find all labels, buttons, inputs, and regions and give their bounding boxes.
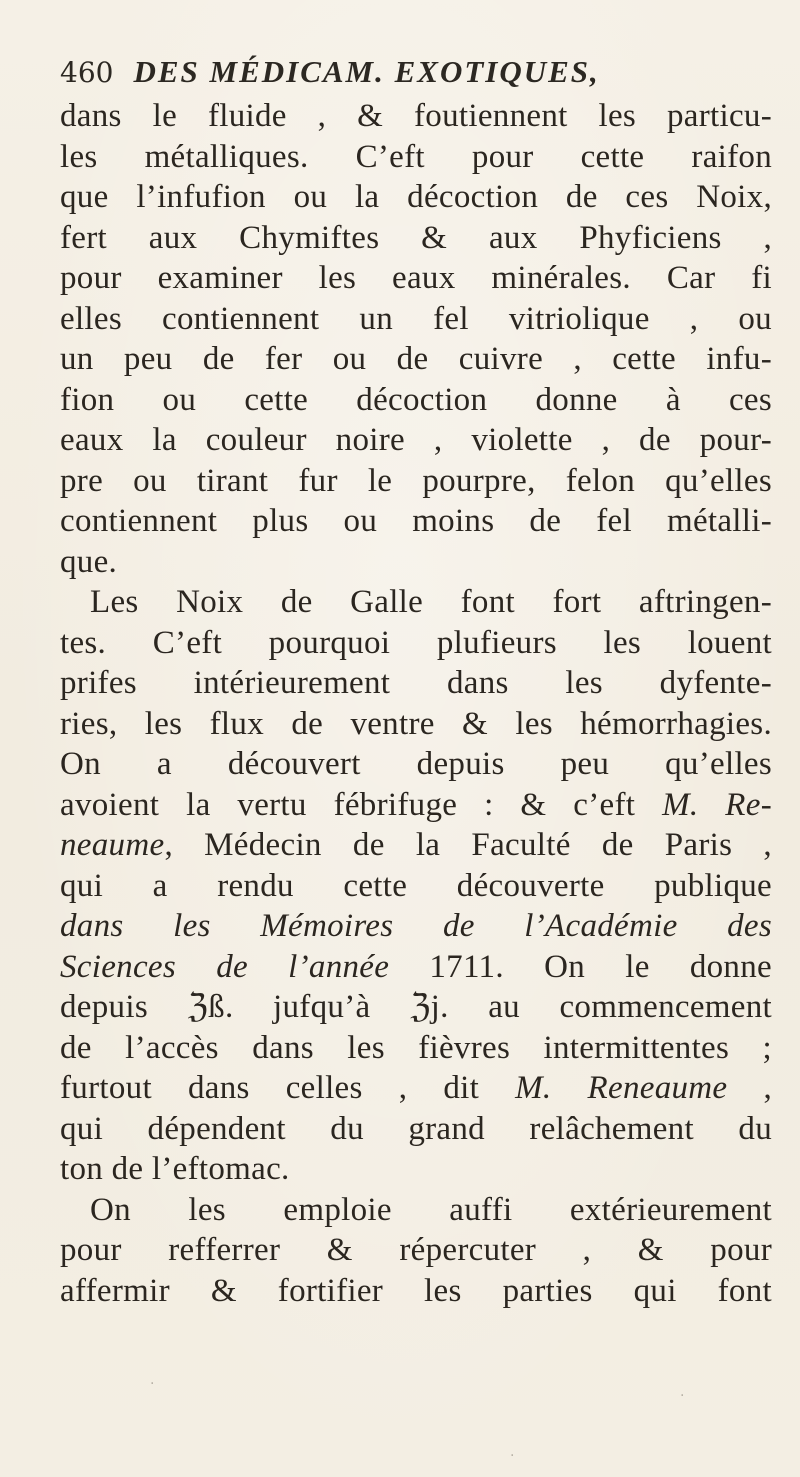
running-head: DES MÉDICAM. EXOTIQUES,	[133, 54, 600, 89]
text-line	[60, 501, 772, 542]
page-bottom-margin	[0, 1370, 800, 1470]
text-segment: de l’accès dans les fièvres intermittentes ;	[60, 1029, 772, 1066]
text-line	[60, 137, 772, 178]
text-line	[60, 825, 772, 866]
text-segment: pour refferrer & répercuter , & pour	[60, 1232, 772, 1268]
text-line	[60, 177, 772, 218]
text-line	[60, 947, 772, 988]
text-line	[60, 744, 772, 785]
body-text	[60, 96, 772, 1311]
text-line	[60, 258, 772, 299]
text-line	[60, 1271, 772, 1312]
text-line	[60, 461, 772, 502]
text-line	[60, 1028, 772, 1069]
italic-text: neaume	[60, 827, 165, 863]
page-number: 460	[60, 56, 114, 89]
text-line	[60, 1109, 772, 1150]
text-segment: fert aux Chymiftes & aux Phyficiens ,	[60, 219, 772, 256]
text-segment: furtout dans celles , dit	[60, 1070, 516, 1106]
text-line	[60, 1190, 772, 1231]
ink-speck: ·	[510, 1448, 515, 1464]
text-segment: On les emploie auffi extérieurement	[90, 1191, 772, 1228]
text-line	[60, 663, 772, 704]
text-line	[60, 420, 772, 461]
text-line	[60, 987, 772, 1028]
text-line	[60, 1068, 772, 1109]
text-segment: ,	[727, 1070, 772, 1106]
text-segment: depuis ℨß. jufqu’à ℨj. au commencement	[60, 989, 772, 1025]
text-line	[60, 339, 772, 380]
text-line	[60, 1230, 772, 1271]
text-segment: qui dépendent du grand relâchement du	[60, 1110, 772, 1147]
ink-speck: ·	[680, 1388, 685, 1404]
text-line	[60, 704, 772, 745]
text-line	[60, 785, 772, 826]
text-segment: que.	[60, 543, 118, 580]
text-segment: affermir & fortifier les parties qui font	[60, 1272, 772, 1309]
text-segment: les métalliques. C’eft pour cette raifon	[60, 138, 772, 175]
text-segment: dans le fluide , & foutiennent les particu-	[60, 98, 772, 134]
italic-text: Sciences de l’année	[60, 948, 390, 985]
text-segment: tes. C’eft pourquoi plufieurs les louent	[60, 624, 772, 661]
text-line	[60, 380, 772, 421]
italic-text: dans les Mémoires de l’Académie des	[60, 908, 772, 944]
text-segment: ton de l’eftomac.	[60, 1151, 290, 1187]
text-segment: avoient la vertu fébrifuge : & c’eft	[60, 786, 663, 823]
text-segment: Les Noix de Galle font fort aftringen-	[90, 584, 772, 620]
text-segment: pre ou tirant fur le pourpre, felon qu’elles	[60, 462, 772, 499]
text-line	[60, 866, 772, 907]
text-segment: pour examiner les eaux minérales. Car fi	[60, 260, 772, 296]
text-segment: , Médecin de la Faculté de Paris ,	[164, 827, 772, 863]
text-segment: ries, les flux de ventre & les hémorrhagies.	[60, 705, 772, 742]
text-segment: que l’infufion ou la décoction de ces Noix,	[60, 179, 772, 215]
text-segment: On a découvert depuis peu qu’elles	[60, 746, 772, 782]
text-segment: eaux la couleur noire , violette , de pour-	[60, 422, 772, 458]
text-line	[60, 906, 772, 947]
text-segment: fion ou cette décoction donne à ces	[60, 381, 772, 418]
text-line	[60, 542, 772, 583]
ink-speck: ·	[150, 1376, 155, 1392]
text-segment: prifes intérieurement dans les dyfente-	[60, 665, 772, 701]
text-segment: un peu de fer ou de cuivre , cette infu-	[60, 341, 772, 377]
text-segment: qui a rendu cette découverte publique	[60, 867, 772, 904]
text-segment: elles contiennent un fel vitriolique , ou	[60, 300, 772, 337]
text-segment: 1711. On le donne	[389, 948, 772, 985]
text-line	[60, 218, 772, 259]
text-line	[60, 582, 772, 623]
text-line	[60, 623, 772, 664]
text-line	[60, 96, 772, 137]
italic-text: M. Re-	[662, 786, 772, 823]
italic-text: M. Reneaume	[515, 1070, 728, 1106]
text-segment: contiennent plus ou moins de fel métalli-	[60, 503, 772, 539]
page-header	[60, 54, 770, 96]
text-line	[60, 1149, 772, 1190]
text-line	[60, 299, 772, 340]
